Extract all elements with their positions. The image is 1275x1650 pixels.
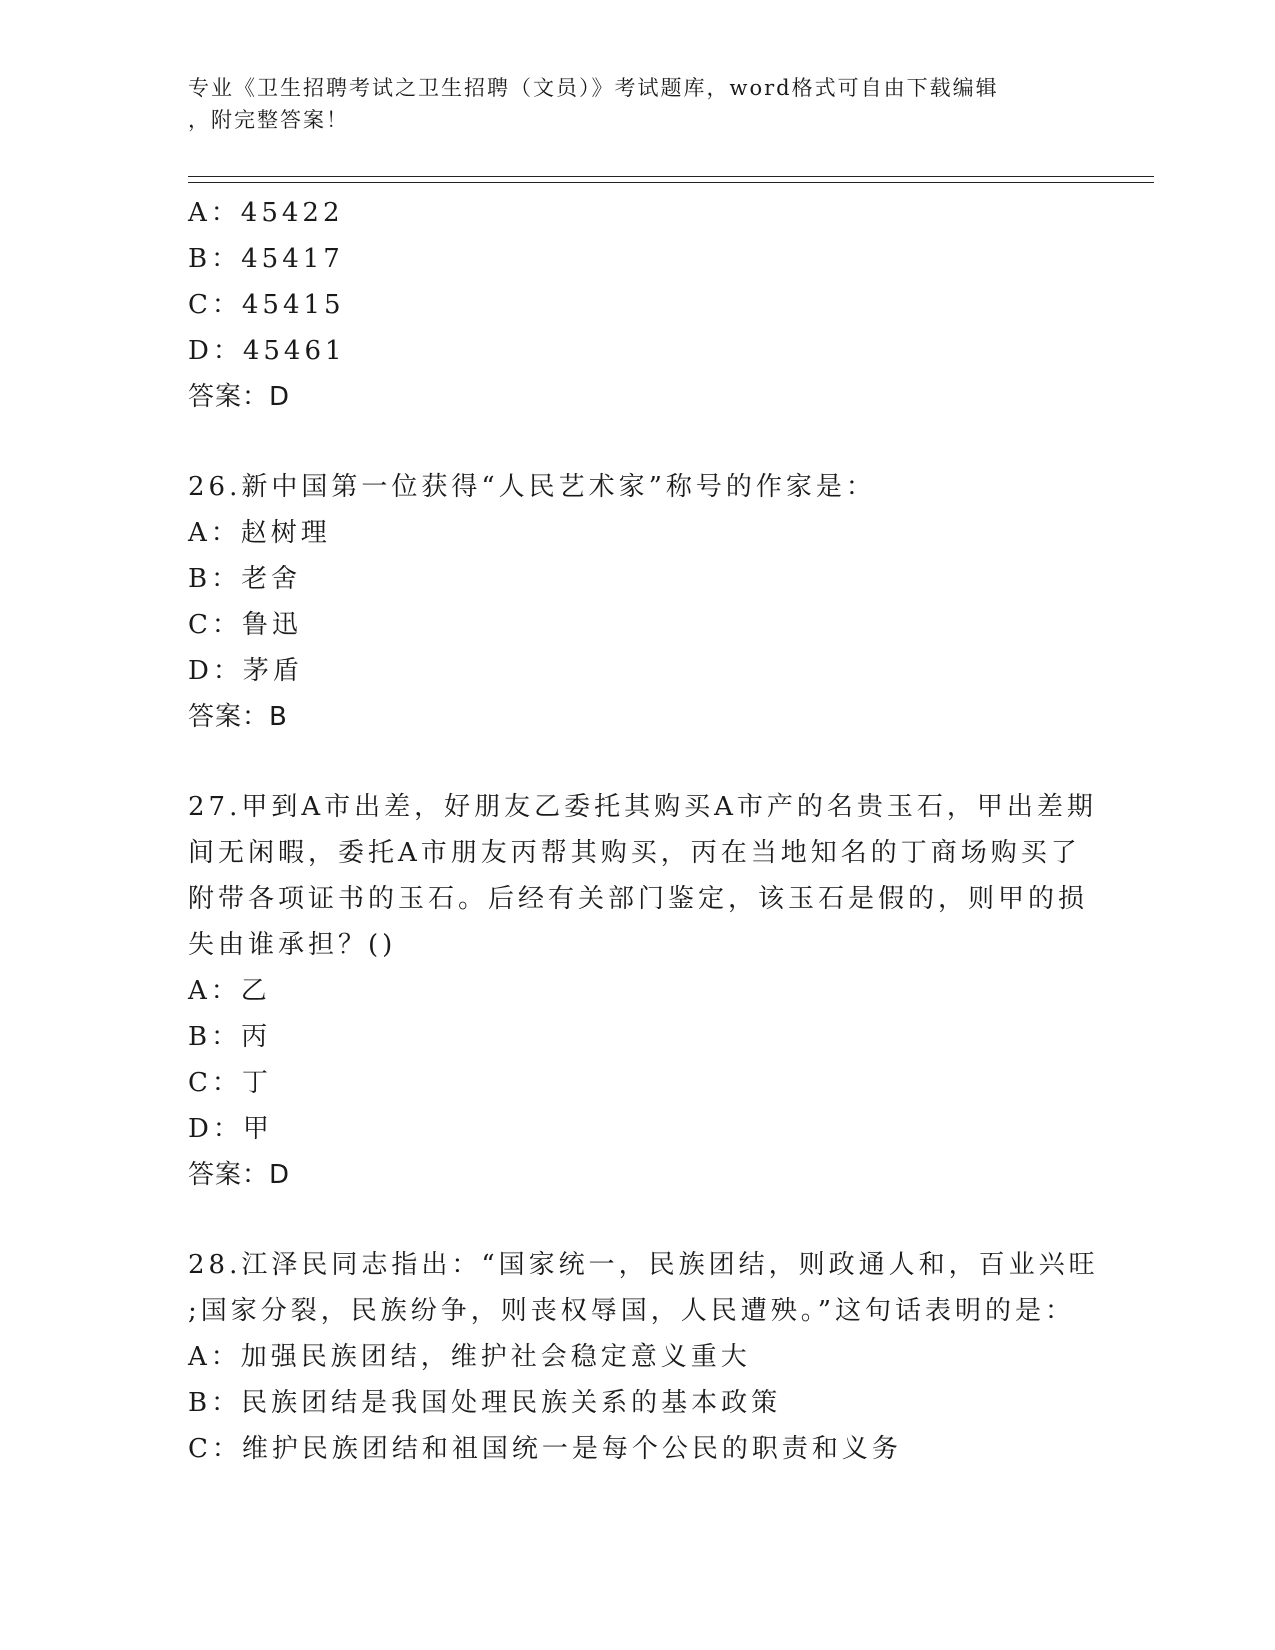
answer: 答案：D [188, 382, 291, 412]
answer: 答案：D [188, 1160, 291, 1190]
document-header [188, 72, 1068, 136]
question-stem-line: 27.甲到A市出差，好朋友乙委托其购买A市产的名贵玉石，甲出差期 [188, 792, 1097, 822]
option-d: D：45461 [188, 336, 346, 366]
option-c: C：鲁迅 [188, 610, 302, 640]
header-divider-bottom [188, 182, 1154, 183]
question-stem: 26.新中国第一位获得“人民艺术家”称号的作家是： [188, 472, 876, 502]
question-25 [188, 190, 1088, 420]
option-b: B：老舍 [188, 564, 302, 594]
question-list [188, 190, 1099, 1472]
option-d: D：甲 [188, 1114, 273, 1144]
question-stem-line: 间无闲暇，委托A市朋友丙帮其购买，丙在当地知名的丁商场购买了 [188, 838, 1081, 868]
header-line-1: 专业《卫生招聘考试之卫生招聘（文员）》考试题库，word格式可自由下载编辑 [188, 76, 999, 100]
option-b: B：民族团结是我国处理民族关系的基本政策 [188, 1388, 782, 1418]
option-c: C：维护民族团结和祖国统一是每个公民的职责和义务 [188, 1434, 902, 1464]
option-b: B：45417 [188, 244, 344, 274]
option-a: A：45422 [188, 198, 344, 228]
question-27 [188, 784, 1097, 1198]
answer: 答案：B [188, 702, 288, 732]
question-stem-line: 28.江泽民同志指出：“国家统一，民族团结，则政通人和，百业兴旺 [188, 1250, 1099, 1280]
option-a: A：乙 [188, 976, 271, 1006]
option-a: A：赵树理 [188, 518, 331, 548]
question-28 [188, 1242, 1099, 1472]
option-c: C：丁 [188, 1068, 272, 1098]
header-divider-top [188, 176, 1154, 177]
question-26 [188, 464, 1088, 740]
option-a: A：加强民族团结，维护社会稳定意义重大 [188, 1342, 751, 1372]
question-stem-line: 附带各项证书的玉石。后经有关部门鉴定，该玉石是假的，则甲的损 [188, 884, 1089, 914]
question-stem-line: 失由谁承担？() [188, 930, 397, 960]
header-line-2: ，附完整答案！ [188, 108, 349, 132]
option-d: D：茅盾 [188, 656, 303, 686]
option-c: C：45415 [188, 290, 345, 320]
question-stem-line: ;国家分裂，民族纷争，则丧权辱国，人民遭殃。”这句话表明的是： [188, 1296, 1076, 1326]
option-b: B：丙 [188, 1022, 272, 1052]
